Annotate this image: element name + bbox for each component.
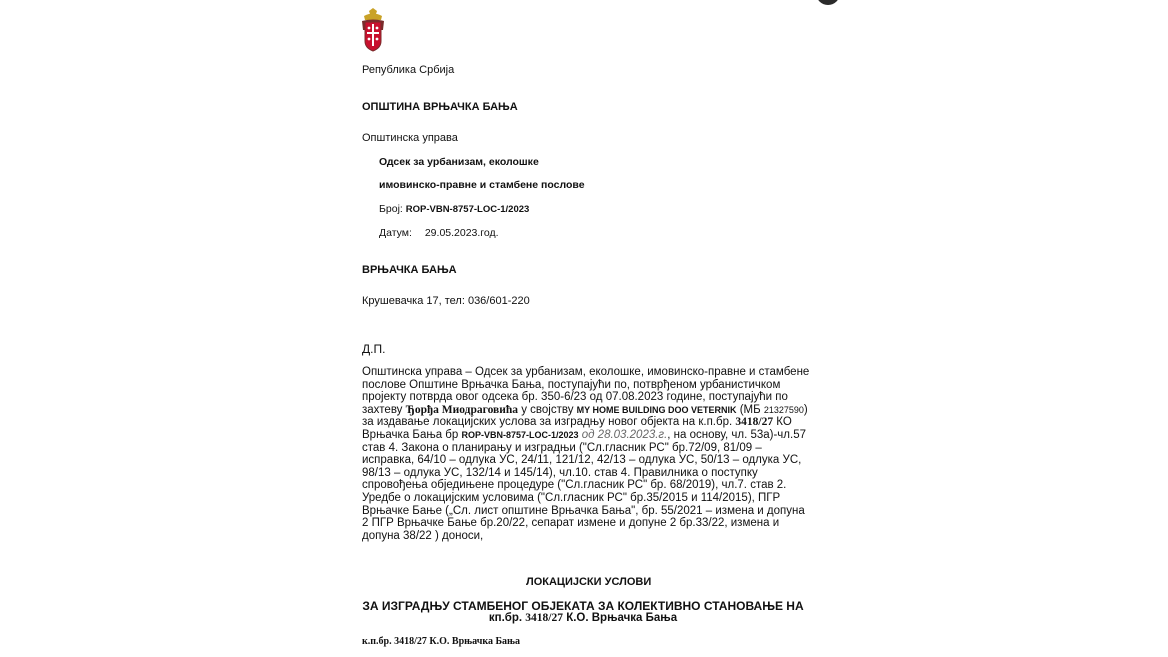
number-row [379,203,529,215]
country-name: Република Србија [362,64,455,76]
document-heading: ЛОКАЦИЈСКИ УСЛОВИ [526,576,652,588]
admin-name: Општинска управа [362,132,458,144]
close-icon[interactable] [816,0,840,5]
subheading-parcel: 3418/27 [525,612,563,624]
parcel-section-title: к.п.бр. 3418/27 К.О. Врњачка Бања [362,636,521,647]
reference-date: од 28.03.2023.г. [578,428,668,441]
date-value: 29.05.2023.год. [424,227,499,239]
para-text-4: ) за издавање локацијских услова за изградњу новог објекта на к.п.бр. [362,403,808,429]
city-title: ВРЊАЧКА БАЊА [362,264,457,276]
company-mb: 21327590 [763,404,804,415]
company-name: MY HOME BUILDING DOO VETERNIK [576,404,737,415]
applicant-name: Ђорђа Миодраговића [405,403,519,416]
para-text-5: КО Врњачка Бања бр [362,416,792,441]
para-text-3: (МБ [736,403,764,416]
document-subheading-line-1: ЗА ИЗГРАДЊУ СТАМБЕНОГ ОБЈЕКАТА ЗА КОЛЕКТИВНО СТАНОВАЊЕ НА [362,599,804,613]
department-line-2: имовинско-правне и стамбене послове [379,179,585,191]
document-subheading-line-2 [362,612,804,624]
para-text-2: у својству [518,403,577,416]
date-row [379,227,499,239]
reference-number: ROP-VBN-8757-LOC-1/2023 [461,429,579,440]
address: Крушевачка 17, тел: 036/601-220 [362,295,530,307]
para-text-1: Општинска управа – Одсек за урбанизам, еколошке, имовинско-правне и стамбене послове Општине Врњачка Бања, поступајући по, потврђеном урбанистичком пројекту потврда овог одсека бр. 350-6/23 од 07.08.2023 године, поступајући по захтеву [362,366,810,416]
dp-label: Д.П. [362,342,386,356]
decision-paragraph [362,366,810,542]
subheading-suffix: К.О. Врњачка Бања [563,612,678,624]
number-label: Број: [379,203,403,215]
subheading-prefix: кп.бр. [488,612,526,624]
number-value: ROP-VBN-8757-LOC-1/2023 [405,204,530,215]
parcel-number: 3418/27 [735,416,774,429]
serbia-coat-of-arms-icon [360,8,386,52]
date-label: Датум: [379,227,412,239]
municipality-title: ОПШТИНА ВРЊАЧКА БАЊА [362,101,518,113]
para-text-6: , на основу, чл. 53а)-чл.57 став 4. Закона о планирању и изградњи ("Сл.гласник РС" бр.72/09, 81/09 – исправка, 64/10 – одлука УС, 24/11, 121/12, 42/13 – одлука УС, 50/13 – одлука УС, 98/13 – одлука УС, 132/14 и 145/14), чл.10. став 4. Правилника о поступку спровођења обједињене процедуре ("Сл.гласник РС" бр. 68/2019), чл.7. став 2. Уредбе о локацијским условима ("Сл.гласник РС" бр.35/2015 и 114/2015), ПГР Врњачке Бање („Сл. лист општине Врњачка Бања", бр. 55/2021 – измена и допуна 2 ПГР Врњачке Бање бр.20/22, сепарат измене и допуне 2 бр.33/22, измена и допуна 38/22 ) доноси, [362,428,806,542]
department-line-1: Одсек за урбанизам, еколошке [379,156,539,168]
